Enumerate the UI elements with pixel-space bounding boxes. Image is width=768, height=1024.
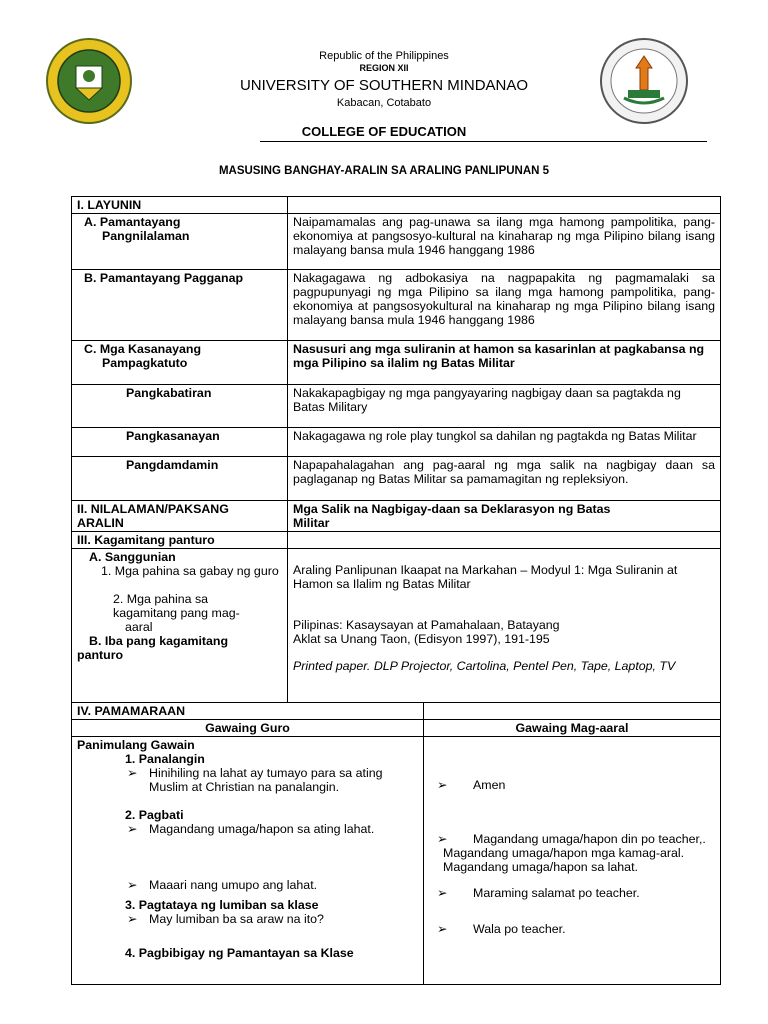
document-header [0,50,768,110]
lesson-plan-table [71,196,721,985]
nilalaman-heading: II. NILALAMAN/PAKSANG ARALIN [72,501,288,532]
pangkabatiran-text: Nakakapagbigay ng mga pangyayaring nagbigay daan sa pagtakda ng Batas Military [288,385,721,428]
kasanayang-pampagkatuto-text: Nasusuri ang mga suliranin at hamon sa kasarinlan at pagkabansa ng mga Pilipino sa ilalim ng Batas Militar [288,341,721,385]
bullet-icon: ➢ [437,832,448,846]
kagamitan-heading: III. Kagamitang panturo [72,532,288,549]
pamantayang-pagganap-text: Nakagagawa ng adbokasiya na nagpapakita ng pagmamalaki sa pagpupunyagi ng mga Pilipino sa ilang mga hamong pampolitika, pang-ekonomiya at pangsosyokultural na kinaharap ng mga Pilipino bilang isang malayang bansa mula 1946 hanggang 1986 [288,270,721,341]
pangkabatiran-label: Pangkabatiran [72,385,288,428]
layunin-heading: I. LAYUNIN [72,197,288,214]
pangdamdamin-label: Pangdamdamin [72,457,288,501]
bullet-icon: ➢ [127,766,138,780]
pangdamdamin-text: Napapahalagahan ang pag-aaral ng mga salik na nagbigay daan sa paglaganap ng Batas Militar sa pamamagitan ng repleksiyon. [288,457,721,501]
bullet-icon: ➢ [437,778,448,792]
university-name: UNIVERSITY OF SOUTHERN MINDANAO [239,77,529,94]
bullet-icon: ➢ [437,922,448,936]
kasanayang-pampagkatuto-label: C. Mga Kasanayang Pampagkatuto [72,341,288,385]
lesson-plan-title: MASUSING BANGHAY-ARALIN SA ARALING PANLIPUNAN 5 [218,165,550,177]
bullet-icon: ➢ [437,886,448,900]
gawaing-guro-content: Panimulang Gawain 1. Panalangin ➢ Hinihiling na lahat ay tumayo para sa ating Muslim at Christian na panalangin. 2. Pagbati ➢ Magandang umaga/hapon sa ating lahat. ➢ Maaari nang umupo ang lahat. 3. Pagtataya ng lumiban sa klase ➢ May lumiban ba sa araw na ito? 4. Pagbibigay ng Pamantayan sa Klase [72,737,424,985]
pamantayang-pagganap-label: B. Pamantayang Pagganap [72,270,288,341]
kagamitan-content: Araling Panlipunan Ikaapat na Markahan – Modyul 1: Mga Suliranin at Hamon sa Ilalim ng Batas Militar Pilipinas: Kasaysayan at Pamahalaan, Batayang Aklat sa Unang Taon, (Edisyon 1997), 191-195 Printed paper. DLP Projector, Cartolina, Pentel Pen, Tape, Laptop, TV [288,549,721,703]
pangkasanayan-label: Pangkasanayan [72,428,288,457]
college-name: COLLEGE OF EDUCATION [301,124,467,139]
kagamitan-labels: A. Sanggunian 1. Mga pahina sa gabay ng guro 2. Mga pahina sa kagamitang pang mag- aaral B. Iba pang kagamitang panturo [72,549,288,703]
gawaing-guro-header: Gawaing Guro [72,720,424,737]
nilalaman-text: Mga Salik na Nagbigay-daan sa Deklarasyon ng Batas Militar [288,501,721,532]
bullet-icon: ➢ [127,878,138,892]
gawaing-mag-aaral-content: ➢ Amen ➢ Magandang umaga/hapon din po teacher,. Magandang umaga/hapon mga kamag-aral. Magandang umaga/hapon sa lahat. ➢ Maraming salamat po teacher. ➢ Wala po teacher. [424,737,721,985]
location-line: Kabacan, Cotabato [336,97,432,109]
header-divider [260,141,707,142]
pamamaraan-heading: IV. PAMAMARAAN [72,703,424,720]
gabay-guro-label: 1. Mga pahina sa gabay ng guro [101,564,279,578]
region-line: REGION XII [359,63,409,73]
republic-line: Republic of the Philippines [319,50,449,62]
bullet-icon: ➢ [127,912,138,926]
pamantayang-pangnilalaman-label: A. Pamantayang Pangnilalaman [72,214,288,270]
pangkasanayan-text: Nakagagawa ng role play tungkol sa dahilan ng pagtakda ng Batas Militar [288,428,721,457]
gawaing-mag-aaral-header: Gawaing Mag-aaral [424,720,721,737]
bullet-icon: ➢ [127,822,138,836]
pamantayang-pangnilalaman-text: Naipamamalas ang pag-unawa sa ilang mga hamong pampolitika, pang-ekonomiya at pangsosyo-kultural na kinaharap ng mga Pilipino bilang isang malayang bansa mula 1946 hanggang 1986 [288,214,721,270]
